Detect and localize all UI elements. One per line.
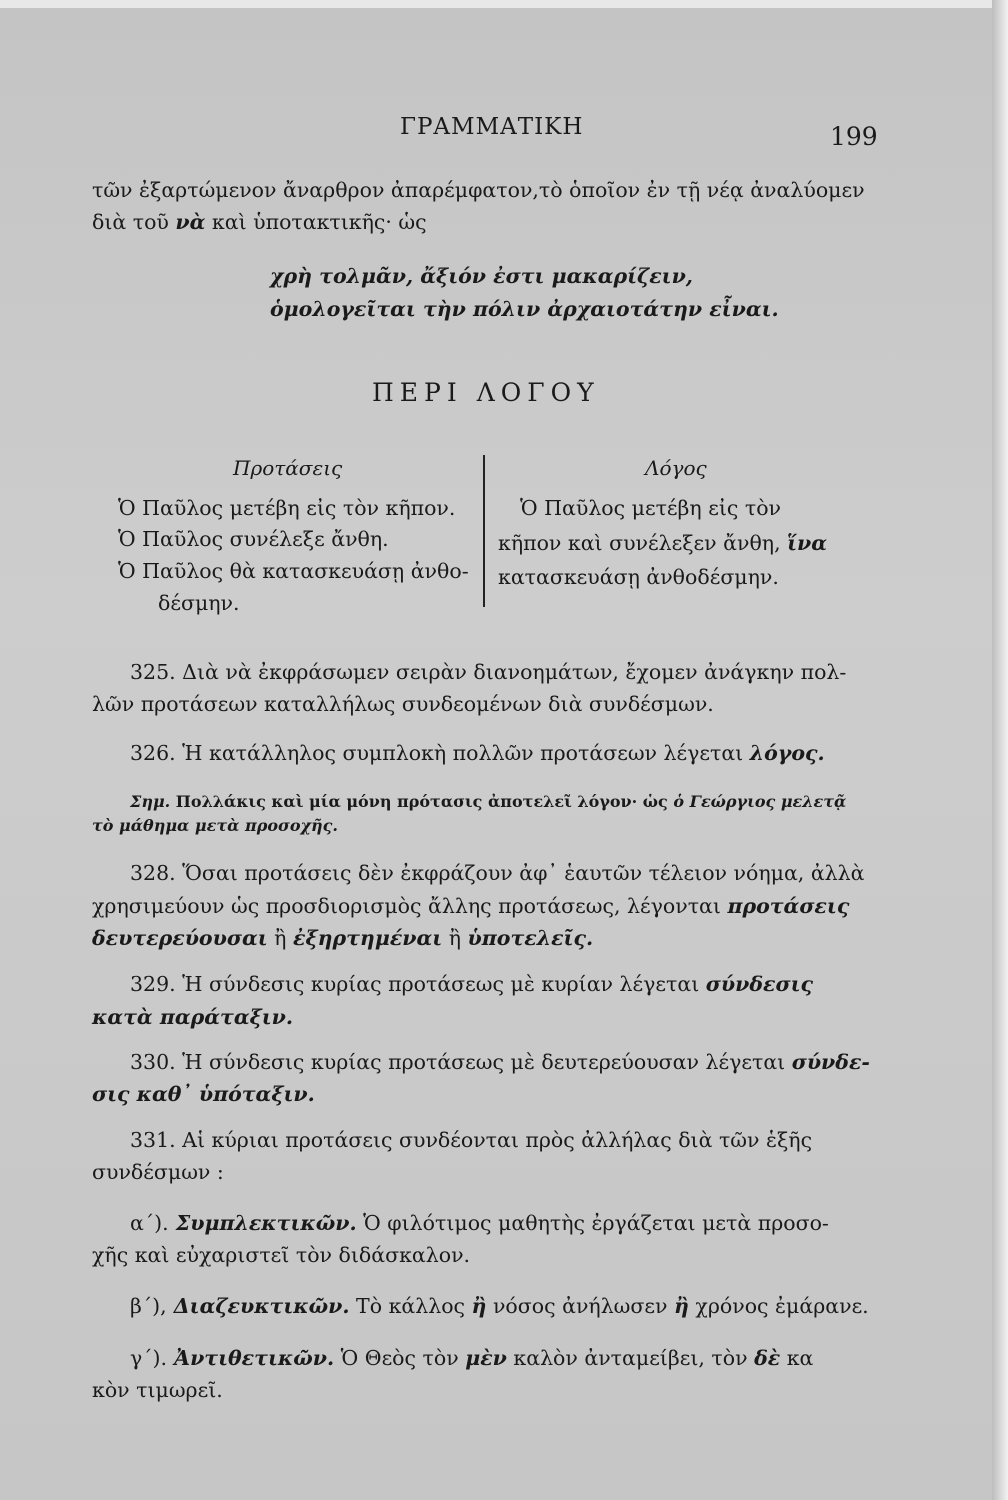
intro-na: νὰ — [175, 210, 206, 234]
item-b-marker: β΄), — [130, 1294, 167, 1318]
para-326-text: 326. Ἡ κατάλληλος συμπλοκὴ πολλῶν προτάσεων λέγεται — [130, 741, 750, 765]
para-330-term: σύνδε- — [791, 1050, 870, 1074]
para-329-text: 329. Ἡ σύνδεσις κυρίας προτάσεως μὲ κυρίαν λέγεται — [130, 972, 706, 996]
note-line-2: τὸ μάθημα μετὰ προσοχῆς. — [92, 816, 338, 835]
conj-or-2: ἢ — [442, 926, 468, 950]
item-c-marker: γ΄). — [130, 1346, 168, 1370]
intro-line-1: τῶν ἐξαρτώμενον ἄναρθρον ἀπαρέμφατον,τὸ ὁποῖον ἐν τῇ νέᾳ ἀναλύομεν — [92, 178, 865, 202]
note-example: ὁ Γεώργιος μελετᾷ — [673, 792, 847, 811]
para-325-line-1: 325. Διὰ νὰ ἐκφράσωμεν σειρὰν διανοημάτων, ἔχομεν ἀνάγκην πολ- — [130, 660, 847, 684]
right-line-1: Ὁ Παῦλος μετέβη εἰς τὸν — [520, 496, 782, 520]
item-b-line — [130, 1290, 869, 1322]
item-b-term: Διαζευκτικῶν. — [166, 1294, 350, 1318]
page-edge-top — [0, 0, 1008, 8]
item-b-text: Τὸ κάλλος — [349, 1294, 472, 1318]
item-b-conj-2: ἢ — [674, 1294, 689, 1318]
page-edge-right — [992, 0, 1008, 1500]
para-328-text: χρησιμεύουν ὡς προσδιορισμὸς ἄλλης προτάσεως, λέγονται — [92, 894, 728, 918]
para-325-line-2: λῶν προτάσεων καταλλήλως συνδεομένων διὰ συνδέσμων. — [92, 692, 714, 716]
para-331-line-2: συνδέσμων : — [92, 1160, 224, 1184]
intro-text-end: καὶ ὑποτακτικῆς· ὡς — [205, 210, 427, 234]
para-330-line-2: σις καθ᾽ ὑπόταξιν. — [92, 1082, 315, 1106]
item-c-text-end: κα — [780, 1346, 814, 1370]
item-a-term: Συμπλεκτικῶν. — [168, 1211, 357, 1235]
item-c-conj-1: μὲν — [465, 1346, 507, 1370]
para-329-line-2: κατὰ παράταξιν. — [92, 1005, 294, 1029]
item-c-conj-2: δὲ — [754, 1346, 781, 1370]
term-exertemenai: ἐξηρτημέναι — [292, 926, 443, 950]
para-330-line-1 — [130, 1046, 870, 1078]
item-b-text-end: χρόνος ἐμάρανε. — [688, 1294, 869, 1318]
item-c-term: Ἀντιθετικῶν. — [167, 1346, 335, 1370]
para-326-term: λόγος. — [749, 741, 825, 765]
intro-text: διὰ τοῦ — [92, 210, 176, 234]
item-c-text-mid: καλὸν ἀνταμείβει, τὸν — [506, 1346, 755, 1370]
right-line-2 — [498, 527, 827, 559]
para-328-line-3 — [92, 922, 593, 954]
right-line-3: κατασκευάσῃ ἀνθοδέσμην. — [498, 565, 779, 589]
item-c-line-1 — [130, 1342, 813, 1374]
right-line-2-text: κῆπον καὶ συνέλεξεν ἄνθη, — [498, 531, 788, 555]
para-329-line-1 — [130, 968, 813, 1000]
left-line-4: δέσμην. — [158, 591, 240, 615]
para-328-line-1: 328. Ὅσαι προτάσεις δὲν ἐκφράζουν ἀφ᾽ ἑαυτῶν τέλειον νόημα, ἀλλὰ — [130, 861, 865, 885]
section-title: ΠΕΡΙ ΛΟΓΟΥ — [372, 378, 600, 407]
para-329-term: σύνδεσις — [705, 972, 813, 996]
column-divider — [483, 455, 485, 607]
para-328-line-2 — [92, 890, 849, 922]
term-deutereuousai: δευτερεύουσαι — [92, 926, 268, 950]
note-line-1 — [130, 790, 846, 814]
item-b-conj-1: ἢ — [471, 1294, 487, 1318]
item-b-text-mid: νόσος ἀνήλωσεν — [486, 1294, 674, 1318]
right-line-2-ina: ἵνα — [787, 531, 828, 555]
running-head: ΓΡΑΜΜΑΤΙΚΗ — [400, 114, 584, 140]
left-line-1: Ὁ Παῦλος μετέβη εἰς τὸν κῆπον. — [118, 496, 456, 520]
note-label: Σημ. — [130, 792, 171, 811]
left-column-heading: Προτάσεις — [233, 456, 343, 480]
left-line-2: Ὁ Παῦλος συνέλεξε ἄνθη. — [118, 527, 389, 551]
right-column-heading: Λόγος — [645, 456, 707, 480]
item-c-line-2: κὸν τιμωρεῖ. — [92, 1378, 223, 1402]
item-a-line-1 — [130, 1207, 829, 1239]
note-text: Πολλάκις καὶ μία μόνη πρότασις ἀποτελεῖ λόγον· ὡς — [170, 792, 674, 811]
para-331-line-1: 331. Αἱ κύριαι προτάσεις συνδέονται πρὸς ἀλλήλας διὰ τῶν ἑξῆς — [130, 1128, 813, 1152]
item-c-text: Ὁ Θεὸς τὸν — [334, 1346, 466, 1370]
page-number: 199 — [830, 122, 878, 151]
example-line-2: ὁμολογεῖται τὴν πόλιν ἀρχαιοτάτην εἶναι. — [270, 297, 779, 321]
intro-line-2 — [92, 206, 427, 238]
term-ypoteleis: ὑποτελεῖς. — [467, 926, 594, 950]
conj-or-1: ἢ — [267, 926, 293, 950]
item-a-marker: α΄). — [130, 1211, 169, 1235]
example-line-1: χρὴ τολμᾶν, ἄξιόν ἐστι μακαρίζειν, — [270, 264, 693, 288]
item-a-line-2: χῆς καὶ εὐχαριστεῖ τὸν διδάσκαλον. — [92, 1243, 471, 1267]
para-326 — [130, 737, 825, 769]
left-line-3: Ὁ Παῦλος θὰ κατασκευάσῃ ἀνθο- — [118, 559, 469, 583]
para-330-text: 330. Ἡ σύνδεσις κυρίας προτάσεως μὲ δευτερεύουσαν λέγεται — [130, 1050, 792, 1074]
para-328-term: προτάσεις — [727, 894, 850, 918]
item-a-example: Ὁ φιλότιμος μαθητὴς ἐργάζεται μετὰ προσο- — [356, 1211, 829, 1235]
